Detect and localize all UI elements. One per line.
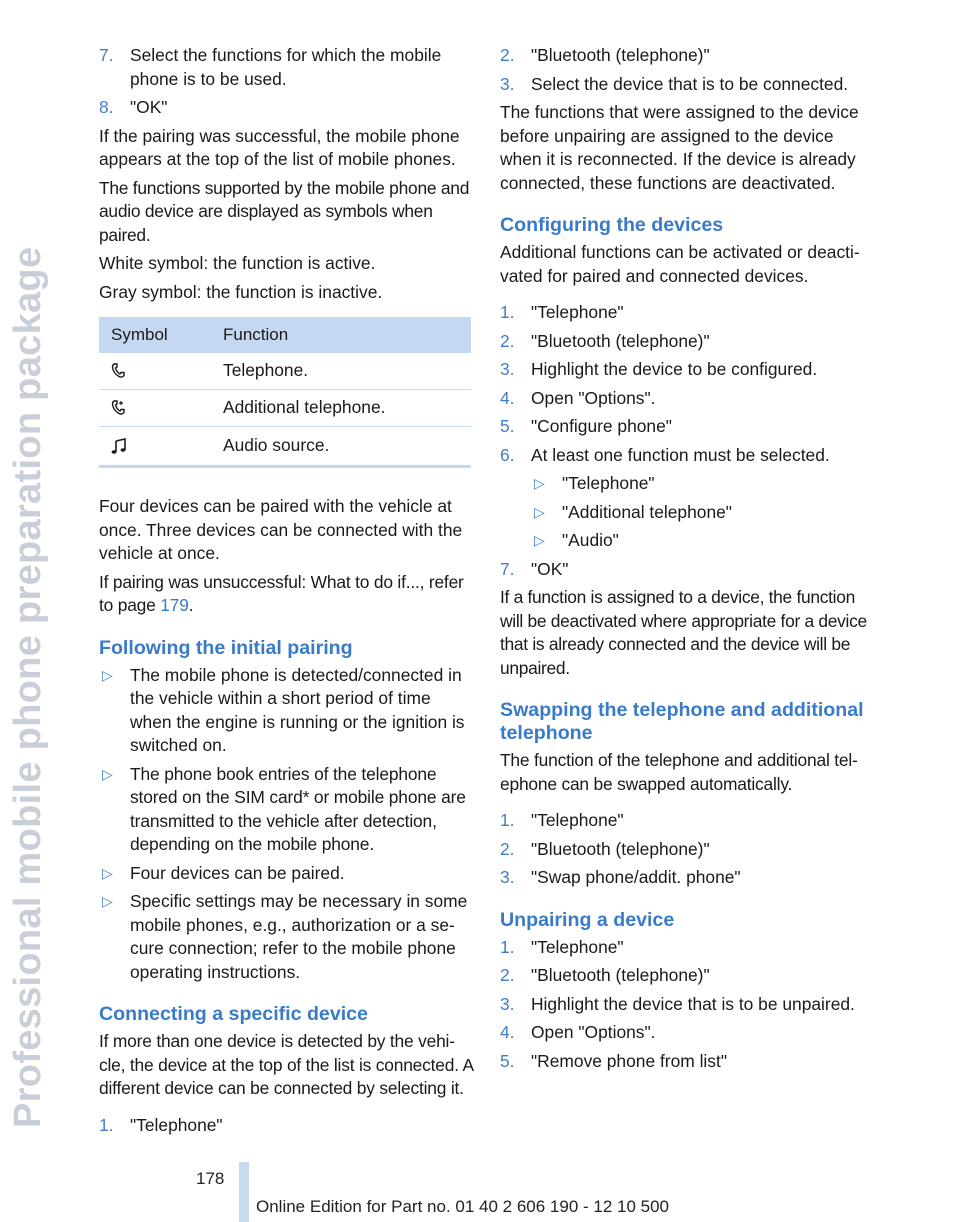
step-number: 1. (500, 936, 515, 957)
step-text: Select the device that is to be connected. (531, 73, 849, 94)
step-item (99, 44, 473, 91)
step-text: Select the functions for which the mobile phone is to be used. (130, 45, 442, 89)
paragraph: The functions supported by the mobile phone and audio device are displayed as symbols when paired. (99, 177, 470, 245)
step-text: "Bluetooth (telephone)" (531, 965, 710, 985)
paragraph: The function of the telephone and additional telephone can be swapped automatically. (500, 750, 858, 794)
step-number: 5. (500, 1050, 515, 1071)
step-text: "Telephone" (531, 302, 624, 322)
step-item (500, 964, 874, 988)
page-number: 178 (196, 1169, 225, 1188)
music-note-icon (111, 438, 223, 455)
symbol-table (99, 317, 471, 468)
step-item (500, 866, 874, 890)
step-text: "OK" (531, 558, 569, 579)
step-text: At least one function must be selected. (531, 444, 830, 465)
step-number: 2. (500, 330, 515, 351)
step-number: 7. (500, 558, 515, 579)
additional-telephone-icon (111, 400, 223, 416)
step-item (500, 1021, 874, 1045)
list-item (99, 763, 473, 857)
step-item (500, 358, 874, 382)
bullet-triangle-icon: ▷ (102, 893, 113, 909)
step-item (500, 993, 874, 1017)
step-text: "Remove phone from list" (531, 1050, 727, 1071)
step-number: 3. (500, 359, 515, 379)
step-text: Highlight the device to be configured. (531, 359, 818, 379)
step-item (500, 444, 874, 468)
step-item (500, 809, 874, 833)
left-column (99, 44, 473, 1142)
step-text: Open "Options". (531, 1022, 656, 1042)
step-item (500, 301, 874, 325)
step-number: 2. (500, 45, 515, 65)
list-item (99, 890, 473, 984)
step-item (500, 415, 874, 439)
step-number: 1. (500, 810, 515, 830)
symbol-column-header: Symbol (99, 317, 223, 353)
step-item (500, 1050, 874, 1074)
list-item-text: The mobile phone is detected/connected in the vehicle within a short period of time when the engine is running or the ignition is switched on. (130, 664, 465, 755)
step-item (99, 96, 473, 120)
table-row (99, 353, 471, 390)
symbol-cell (99, 390, 223, 427)
list-item (99, 664, 473, 758)
table-row (99, 390, 471, 427)
paragraph: If the pairing was successful, the mobile phone appears at the top of the list of mobile phones. (99, 125, 460, 169)
symbol-table-header (99, 317, 471, 353)
section-heading: Unpairing a device (500, 908, 675, 931)
step-number: 8. (99, 97, 114, 117)
footer-edition-text: Online Edition for Part no. 01 40 2 606 190 - 12 10 500 (256, 1197, 670, 1216)
step-number: 1. (99, 1114, 114, 1135)
side-chapter-title-text: Professional mobile phone preparation package (7, 246, 49, 1128)
paragraph: If a function is assigned to a device, the function will be deactivated where appropriate for a device that is already connected and the device will be unpaired. (500, 587, 867, 678)
paragraph-text: If pairing was unsuccessful: What to do if..., refer to page (99, 571, 464, 615)
step-number: 2. (500, 965, 515, 985)
paragraph (99, 571, 473, 618)
paragraph-text: . (188, 595, 194, 615)
list-item (500, 529, 874, 553)
paragraph: If more than one device is detected by the vehicle, the device at the top of the list is connected. A different device can be connected by selecting it. (99, 1031, 473, 1098)
paragraph: Additional functions can be activated or deactivated for paired and connected devices. (500, 242, 860, 286)
step-number: 2. (500, 838, 515, 859)
section-heading: Connecting a specific device (99, 1003, 368, 1025)
step-number: 3. (500, 993, 515, 1014)
step-number: 4. (500, 1022, 515, 1042)
section-heading: Following the initial pairing (99, 636, 353, 659)
step-text: "Configure phone" (531, 416, 672, 436)
step-item (500, 936, 874, 960)
symbol-cell (99, 353, 223, 390)
page-reference-link[interactable]: 179 (160, 595, 189, 615)
step-item (500, 44, 874, 68)
step-item (500, 387, 874, 411)
step-number: 1. (500, 302, 515, 322)
paragraph: White symbol: the function is active. (99, 253, 376, 273)
step-number: 6. (500, 444, 515, 465)
bullet-triangle-icon: ▷ (102, 864, 113, 881)
function-cell: Additional telephone. (223, 390, 471, 427)
list-item-text: Specific settings may be necessary in some mobile phones, e.g., authorization or a secure connection; refer to the mobile phone operating instructions. (130, 891, 468, 982)
function-cell: Audio source. (223, 427, 471, 467)
step-item (99, 1114, 473, 1138)
list-item-text: "Additional telephone" (562, 501, 732, 522)
function-cell: Telephone. (223, 353, 471, 390)
footer-divider-bar (239, 1162, 249, 1222)
paragraph: The functions that were assigned to the device before unpairing are assigned to the device when it is reconnected. If the device is already connected, these functions are deactivated. (500, 102, 859, 193)
step-text: "Swap phone/addit. phone" (531, 867, 741, 887)
list-item-text: The phone book entries of the telephone stored on the SIM card* or mobile phone are transmitted to the vehicle after detection, depending on the mobile phone. (130, 763, 466, 854)
paragraph: Gray symbol: the function is inactive. (99, 281, 383, 302)
bullet-triangle-icon: ▷ (534, 475, 545, 491)
right-column (500, 44, 874, 1078)
function-column-header: Function (223, 317, 471, 353)
step-number: 7. (99, 45, 114, 65)
step-text: "Telephone" (531, 936, 624, 957)
step-number: 5. (500, 416, 515, 436)
step-text: Open "Options". (531, 387, 656, 408)
step-item (500, 73, 874, 97)
list-item (500, 501, 874, 525)
step-item (500, 838, 874, 862)
bullet-triangle-icon: ▷ (534, 503, 545, 520)
step-text: "Bluetooth (telephone)" (531, 330, 710, 351)
section-heading: Swapping the telephone and additional telephone (500, 699, 864, 744)
step-text: "Bluetooth (telephone)" (531, 838, 710, 859)
table-row (99, 427, 471, 467)
step-text: Highlight the device that is to be unpaired. (531, 993, 855, 1014)
bullet-triangle-icon: ▷ (102, 765, 113, 782)
list-item (500, 472, 874, 496)
list-item (99, 862, 473, 886)
bullet-triangle-icon: ▷ (534, 532, 545, 548)
step-text: "OK" (130, 97, 168, 117)
step-item (500, 558, 874, 582)
step-text: "Bluetooth (telephone)" (531, 45, 710, 65)
step-number: 3. (500, 867, 515, 887)
step-number: 4. (500, 387, 515, 408)
telephone-icon (111, 363, 223, 379)
step-text: "Telephone" (130, 1114, 223, 1135)
paragraph: Four devices can be paired with the vehicle at once. Three devices can be connected with the vehicle at once. (99, 496, 463, 563)
list-item-text: "Audio" (562, 530, 619, 550)
symbol-cell (99, 427, 223, 467)
step-text: "Telephone" (531, 810, 624, 830)
step-number: 3. (500, 73, 515, 94)
list-item-text: "Telephone" (562, 473, 655, 493)
list-item-text: Four devices can be paired. (130, 862, 345, 883)
side-chapter-title (0, 0, 56, 1130)
bullet-triangle-icon: ▷ (102, 666, 113, 683)
section-heading: Configuring the devices (500, 214, 724, 236)
step-item (500, 330, 874, 354)
